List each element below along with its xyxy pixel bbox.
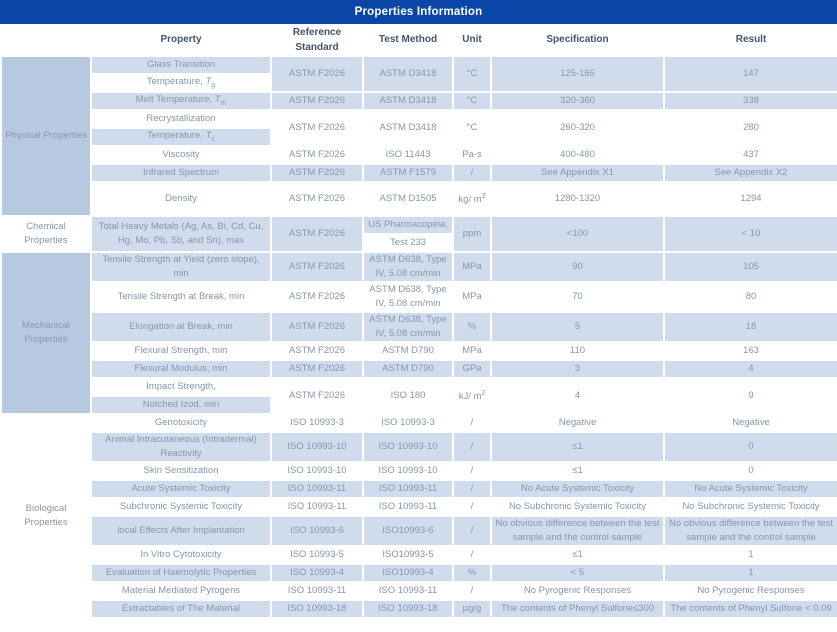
cell-unit: / bbox=[453, 498, 491, 516]
cell-specification: <100 bbox=[491, 216, 664, 252]
cell-test-method: ASTM D790 bbox=[363, 342, 453, 360]
table-row bbox=[1, 462, 837, 480]
cell-test-method: ISO 10993-11 bbox=[363, 480, 453, 498]
cell-property: Flexural Modulus, min bbox=[91, 360, 271, 378]
cell-result: See Appendix X2 bbox=[664, 164, 837, 182]
cell-result: 163 bbox=[664, 342, 837, 360]
cell-reference-standard: ISO 10993-6 bbox=[271, 516, 363, 546]
cell-test-method: ISO 10993-18 bbox=[363, 600, 453, 618]
cell-specification: See Appendix X1 bbox=[491, 164, 664, 182]
cell-test-method: ASTM D790 bbox=[363, 360, 453, 378]
cell-reference-standard: ASTM F2026 bbox=[271, 164, 363, 182]
cell-result: < 10 bbox=[664, 216, 837, 252]
cell-property: Recrystallization bbox=[91, 110, 271, 128]
cell-property: Evaluation of Haemolytic Properties bbox=[91, 564, 271, 582]
cell-property: Skin Sensitization bbox=[91, 462, 271, 480]
table-row bbox=[1, 110, 837, 128]
cell-property: In Vitro Cytotoxicity bbox=[91, 546, 271, 564]
table-title-bar bbox=[0, 0, 837, 24]
cell-unit: GPa bbox=[453, 360, 491, 378]
table-row bbox=[1, 600, 837, 618]
cell-specification: 5 bbox=[491, 312, 664, 342]
cell-specification: ≤1 bbox=[491, 432, 664, 462]
cell-unit: / bbox=[453, 414, 491, 432]
cell-result: The contents of Phenyl Sulfone < 0.09 bbox=[664, 600, 837, 618]
cell-property: Viscosity bbox=[91, 146, 271, 164]
column-header-reference-standard: Reference Standard bbox=[271, 25, 363, 56]
cell-unit: / bbox=[453, 480, 491, 498]
cell-property: Melt Temperature, $T_m$ bbox=[91, 92, 271, 110]
cell-result: No Subchronic Systemic Toxicity bbox=[664, 498, 837, 516]
cell-result: 80 bbox=[664, 282, 837, 312]
cell-reference-standard: ISO 10993-11 bbox=[271, 498, 363, 516]
cell-reference-standard: ASTM F2026 bbox=[271, 360, 363, 378]
cell-unit: / bbox=[453, 546, 491, 564]
cell-reference-standard: ASTM F2026 bbox=[271, 252, 363, 282]
cell-specification: No Acute Systemic Toxicity bbox=[491, 480, 664, 498]
cell-specification: The contents of Phenyl Sulfone≤300 bbox=[491, 600, 664, 618]
cell-result: 105 bbox=[664, 252, 837, 282]
cell-test-method: ASTM D1505 bbox=[363, 182, 453, 216]
cell-property: Acute Systemic Toxicity bbox=[91, 480, 271, 498]
cell-test-method: ISO 10993-3 bbox=[363, 414, 453, 432]
cell-property: local Effects After Implantation bbox=[91, 516, 271, 546]
cell-specification: ≤1 bbox=[491, 546, 664, 564]
cell-test-method: ISO10993-4 bbox=[363, 564, 453, 582]
cell-property: Flexural Strength, min bbox=[91, 342, 271, 360]
table-row bbox=[1, 516, 837, 546]
cell-result: 338 bbox=[664, 92, 837, 110]
cell-result: No Acute Systemic Toxicity bbox=[664, 480, 837, 498]
cell-specification: 1280-1320 bbox=[491, 182, 664, 216]
cell-test-method: Test 233 bbox=[363, 234, 453, 252]
cell-result: 0 bbox=[664, 432, 837, 462]
cell-unit: µg/g bbox=[453, 600, 491, 618]
cell-property: Genotoxicity bbox=[91, 414, 271, 432]
cell-reference-standard: ISO 10993-5 bbox=[271, 546, 363, 564]
table-row bbox=[1, 480, 837, 498]
cell-unit: / bbox=[453, 462, 491, 480]
cell-reference-standard: ASTM F2026 bbox=[271, 182, 363, 216]
column-header-test-method: Test Method bbox=[363, 25, 453, 56]
cell-property: Total Heavy Metals (Ag, As, Bi, Cd, Cu, Hg, Mo, Pb, Sb, and Sn), max bbox=[91, 216, 271, 252]
table-title: Properties Information bbox=[354, 6, 483, 18]
cell-unit: % bbox=[453, 564, 491, 582]
cell-result: 1 bbox=[664, 564, 837, 582]
cell-reference-standard: ISO 10993-11 bbox=[271, 480, 363, 498]
cell-test-method: ISO 10993-10 bbox=[363, 432, 453, 462]
cell-specification: 400-480 bbox=[491, 146, 664, 164]
cell-specification: 260-320 bbox=[491, 110, 664, 146]
cell-specification: ≤1 bbox=[491, 462, 664, 480]
cell-result: 0 bbox=[664, 462, 837, 480]
cell-property: Animal Intracutaneous (Intradermal) Reactivity bbox=[91, 432, 271, 462]
column-header-specification: Specification bbox=[491, 25, 664, 56]
cell-test-method: ASTM D3418 bbox=[363, 110, 453, 146]
cell-specification: No Pyrogenic Responses bbox=[491, 582, 664, 600]
cell-result: 9 bbox=[664, 378, 837, 414]
cell-test-method: ISO 10993-10 bbox=[363, 462, 453, 480]
cell-test-method: ISO 10993-11 bbox=[363, 498, 453, 516]
cell-unit: / bbox=[453, 432, 491, 462]
cell-unit: °C bbox=[453, 92, 491, 110]
table-row bbox=[1, 146, 837, 164]
cell-specification: 125-165 bbox=[491, 56, 664, 92]
cell-result: 1 bbox=[664, 546, 837, 564]
column-header-unit: Unit bbox=[453, 25, 491, 56]
table-row bbox=[1, 378, 837, 396]
cell-property: Subchronic Systemic Toxicity bbox=[91, 498, 271, 516]
cell-property: Notched Izod, min bbox=[91, 396, 271, 414]
table-row bbox=[1, 56, 837, 74]
cell-specification: < 5 bbox=[491, 564, 664, 582]
table-row bbox=[1, 360, 837, 378]
cell-reference-standard: ASTM F2026 bbox=[271, 282, 363, 312]
cell-test-method: US Pharmacopeia, bbox=[363, 216, 453, 234]
cell-property: Infrared Spectrum bbox=[91, 164, 271, 182]
table-row bbox=[1, 414, 837, 432]
cell-reference-standard: ASTM F2026 bbox=[271, 216, 363, 252]
cell-specification: 3 bbox=[491, 360, 664, 378]
cell-test-method: ISO10993-5 bbox=[363, 546, 453, 564]
cell-unit: MPa bbox=[453, 342, 491, 360]
cell-reference-standard: ISO 10993-10 bbox=[271, 462, 363, 480]
cell-unit: °C bbox=[453, 110, 491, 146]
cell-specification: 70 bbox=[491, 282, 664, 312]
cell-specification: 320-360 bbox=[491, 92, 664, 110]
cell-reference-standard: ISO 10993-10 bbox=[271, 432, 363, 462]
cell-specification: Negative bbox=[491, 414, 664, 432]
properties-table bbox=[0, 24, 837, 619]
cell-specification: No obvious difference between the test sample and the control sample bbox=[491, 516, 664, 546]
cell-test-method: ISO 11443 bbox=[363, 146, 453, 164]
cell-property: Temperature, $T_c$ bbox=[91, 128, 271, 146]
cell-property: Tensile Strength at Yield (zero slope), min bbox=[91, 252, 271, 282]
column-header-row bbox=[1, 25, 837, 56]
group-cell: Mechanical Properties bbox=[1, 252, 91, 414]
cell-specification: 110 bbox=[491, 342, 664, 360]
table-row bbox=[1, 498, 837, 516]
cell-unit: °C bbox=[453, 56, 491, 92]
table-row bbox=[1, 282, 837, 312]
column-header-property: Property bbox=[91, 25, 271, 56]
table-row bbox=[1, 92, 837, 110]
cell-test-method: ASTM D638, Type IV, 5.08 cm/min bbox=[363, 312, 453, 342]
cell-reference-standard: ASTM F2026 bbox=[271, 110, 363, 146]
cell-result: 18 bbox=[664, 312, 837, 342]
cell-unit: / bbox=[453, 516, 491, 546]
table-row bbox=[1, 216, 837, 234]
table-row bbox=[1, 546, 837, 564]
cell-reference-standard: ISO 10993-4 bbox=[271, 564, 363, 582]
cell-test-method: ISO 180 bbox=[363, 378, 453, 414]
cell-result: 4 bbox=[664, 360, 837, 378]
cell-test-method: ISO 10993-11 bbox=[363, 582, 453, 600]
cell-result: 1294 bbox=[664, 182, 837, 216]
cell-specification: No Subchronic Systemic Toxicity bbox=[491, 498, 664, 516]
cell-reference-standard: ASTM F2026 bbox=[271, 378, 363, 414]
group-cell: Chemical Properties bbox=[1, 216, 91, 252]
cell-property: Elongation at Break, min bbox=[91, 312, 271, 342]
cell-reference-standard: ASTM F2026 bbox=[271, 146, 363, 164]
cell-result: 437 bbox=[664, 146, 837, 164]
cell-unit: / bbox=[453, 582, 491, 600]
table-row bbox=[1, 312, 837, 342]
cell-reference-standard: ASTM F2026 bbox=[271, 92, 363, 110]
cell-result: 147 bbox=[664, 56, 837, 92]
cell-test-method: ASTM D3418 bbox=[363, 92, 453, 110]
cell-test-method: ASTM D638, Type IV, 5.08 cm/min bbox=[363, 252, 453, 282]
cell-test-method: ISO10993-6 bbox=[363, 516, 453, 546]
cell-unit: / bbox=[453, 164, 491, 182]
cell-unit: kJ/ $m^2$ bbox=[453, 378, 491, 414]
table-body bbox=[1, 56, 837, 618]
table-row bbox=[1, 182, 837, 216]
cell-test-method: ASTM D3418 bbox=[363, 56, 453, 92]
column-header-group bbox=[1, 25, 91, 56]
cell-property: Material Mediated Pyrogens bbox=[91, 582, 271, 600]
cell-unit: MPa bbox=[453, 282, 491, 312]
cell-reference-standard: ASTM F2026 bbox=[271, 312, 363, 342]
cell-reference-standard: ISO 10993-3 bbox=[271, 414, 363, 432]
cell-specification: 90 bbox=[491, 252, 664, 282]
cell-result: 280 bbox=[664, 110, 837, 146]
column-header-result: Result bbox=[664, 25, 837, 56]
cell-result: Negative bbox=[664, 414, 837, 432]
cell-reference-standard: ISO 10993-18 bbox=[271, 600, 363, 618]
cell-property: Tensile Strength at Break, min bbox=[91, 282, 271, 312]
table-row bbox=[1, 164, 837, 182]
cell-reference-standard: ASTM F2026 bbox=[271, 56, 363, 92]
cell-test-method: ASTM F1579 bbox=[363, 164, 453, 182]
cell-unit: kg/ $m^3$ bbox=[453, 182, 491, 216]
cell-test-method: ASTM D638, Type IV, 5.08 cm/min bbox=[363, 282, 453, 312]
cell-property: Extractables of The Material bbox=[91, 600, 271, 618]
cell-specification: 4 bbox=[491, 378, 664, 414]
group-cell: Physical Properties bbox=[1, 56, 91, 216]
cell-result: No Pyrogenic Responses bbox=[664, 582, 837, 600]
table-row bbox=[1, 564, 837, 582]
cell-property: Temperature, $T_g$ bbox=[91, 74, 271, 92]
cell-result: No obvious difference between the test sample and the control sample bbox=[664, 516, 837, 546]
cell-unit: % bbox=[453, 312, 491, 342]
cell-reference-standard: ISO 10993-11 bbox=[271, 582, 363, 600]
cell-unit: MPa bbox=[453, 252, 491, 282]
table-row bbox=[1, 252, 837, 282]
cell-unit: Pa-s bbox=[453, 146, 491, 164]
group-cell: Biological Properties bbox=[1, 414, 91, 618]
table-row bbox=[1, 342, 837, 360]
cell-reference-standard: ASTM F2026 bbox=[271, 342, 363, 360]
cell-property: Glass Transition bbox=[91, 56, 271, 74]
table-row bbox=[1, 582, 837, 600]
table-row bbox=[1, 432, 837, 462]
cell-property: Density bbox=[91, 182, 271, 216]
cell-unit: ppm bbox=[453, 216, 491, 252]
cell-property: Impact Strength, bbox=[91, 378, 271, 396]
